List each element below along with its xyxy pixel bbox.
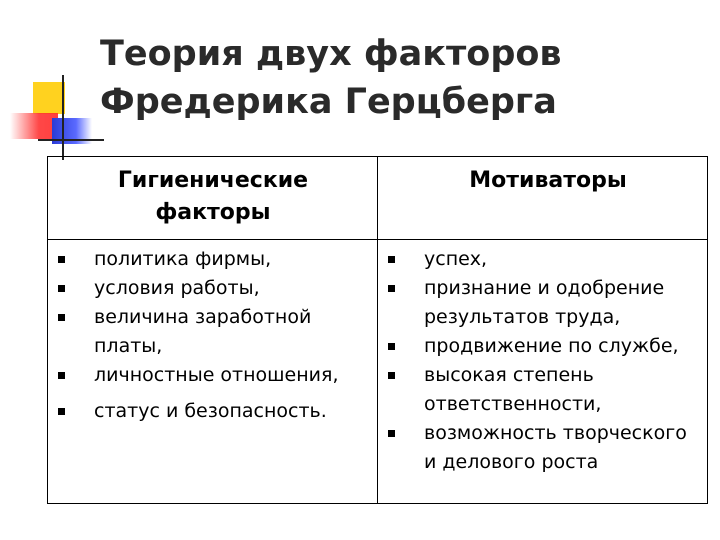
- list-item: величина заработной платы,: [58, 303, 358, 361]
- list-item: продвижение по службе,: [388, 332, 703, 361]
- hygiene-header: Гигиенические факторы: [117, 168, 309, 225]
- logo-vertical-line: [62, 75, 64, 160]
- title-line-1: Теория двух факторов: [100, 34, 562, 74]
- column-divider: [377, 157, 378, 503]
- list-item: возможность творческого и делового роста: [388, 419, 703, 477]
- hygiene-list: [58, 245, 358, 426]
- list-item: успех,: [388, 245, 703, 274]
- list-item: политика фирмы,: [58, 245, 358, 274]
- logo-red-square: [10, 113, 58, 139]
- header-divider: [48, 239, 707, 240]
- motivators-list: [388, 245, 703, 477]
- list-item: условия работы,: [58, 274, 358, 303]
- list-item: высокая степень ответственности,: [388, 361, 703, 419]
- logo-yellow-square: [33, 82, 65, 114]
- factors-table: [47, 156, 708, 504]
- logo-horizontal-line: [38, 139, 104, 141]
- title-line-2: Фредерика Герцберга: [100, 82, 557, 122]
- list-item: статус и безопасность.: [58, 397, 358, 426]
- motivators-header: Мотиваторы: [469, 168, 627, 193]
- slide-title: [100, 30, 700, 126]
- list-item: личностные отношения,: [58, 361, 358, 390]
- list-item: признание и одобрение результатов труда,: [388, 274, 703, 332]
